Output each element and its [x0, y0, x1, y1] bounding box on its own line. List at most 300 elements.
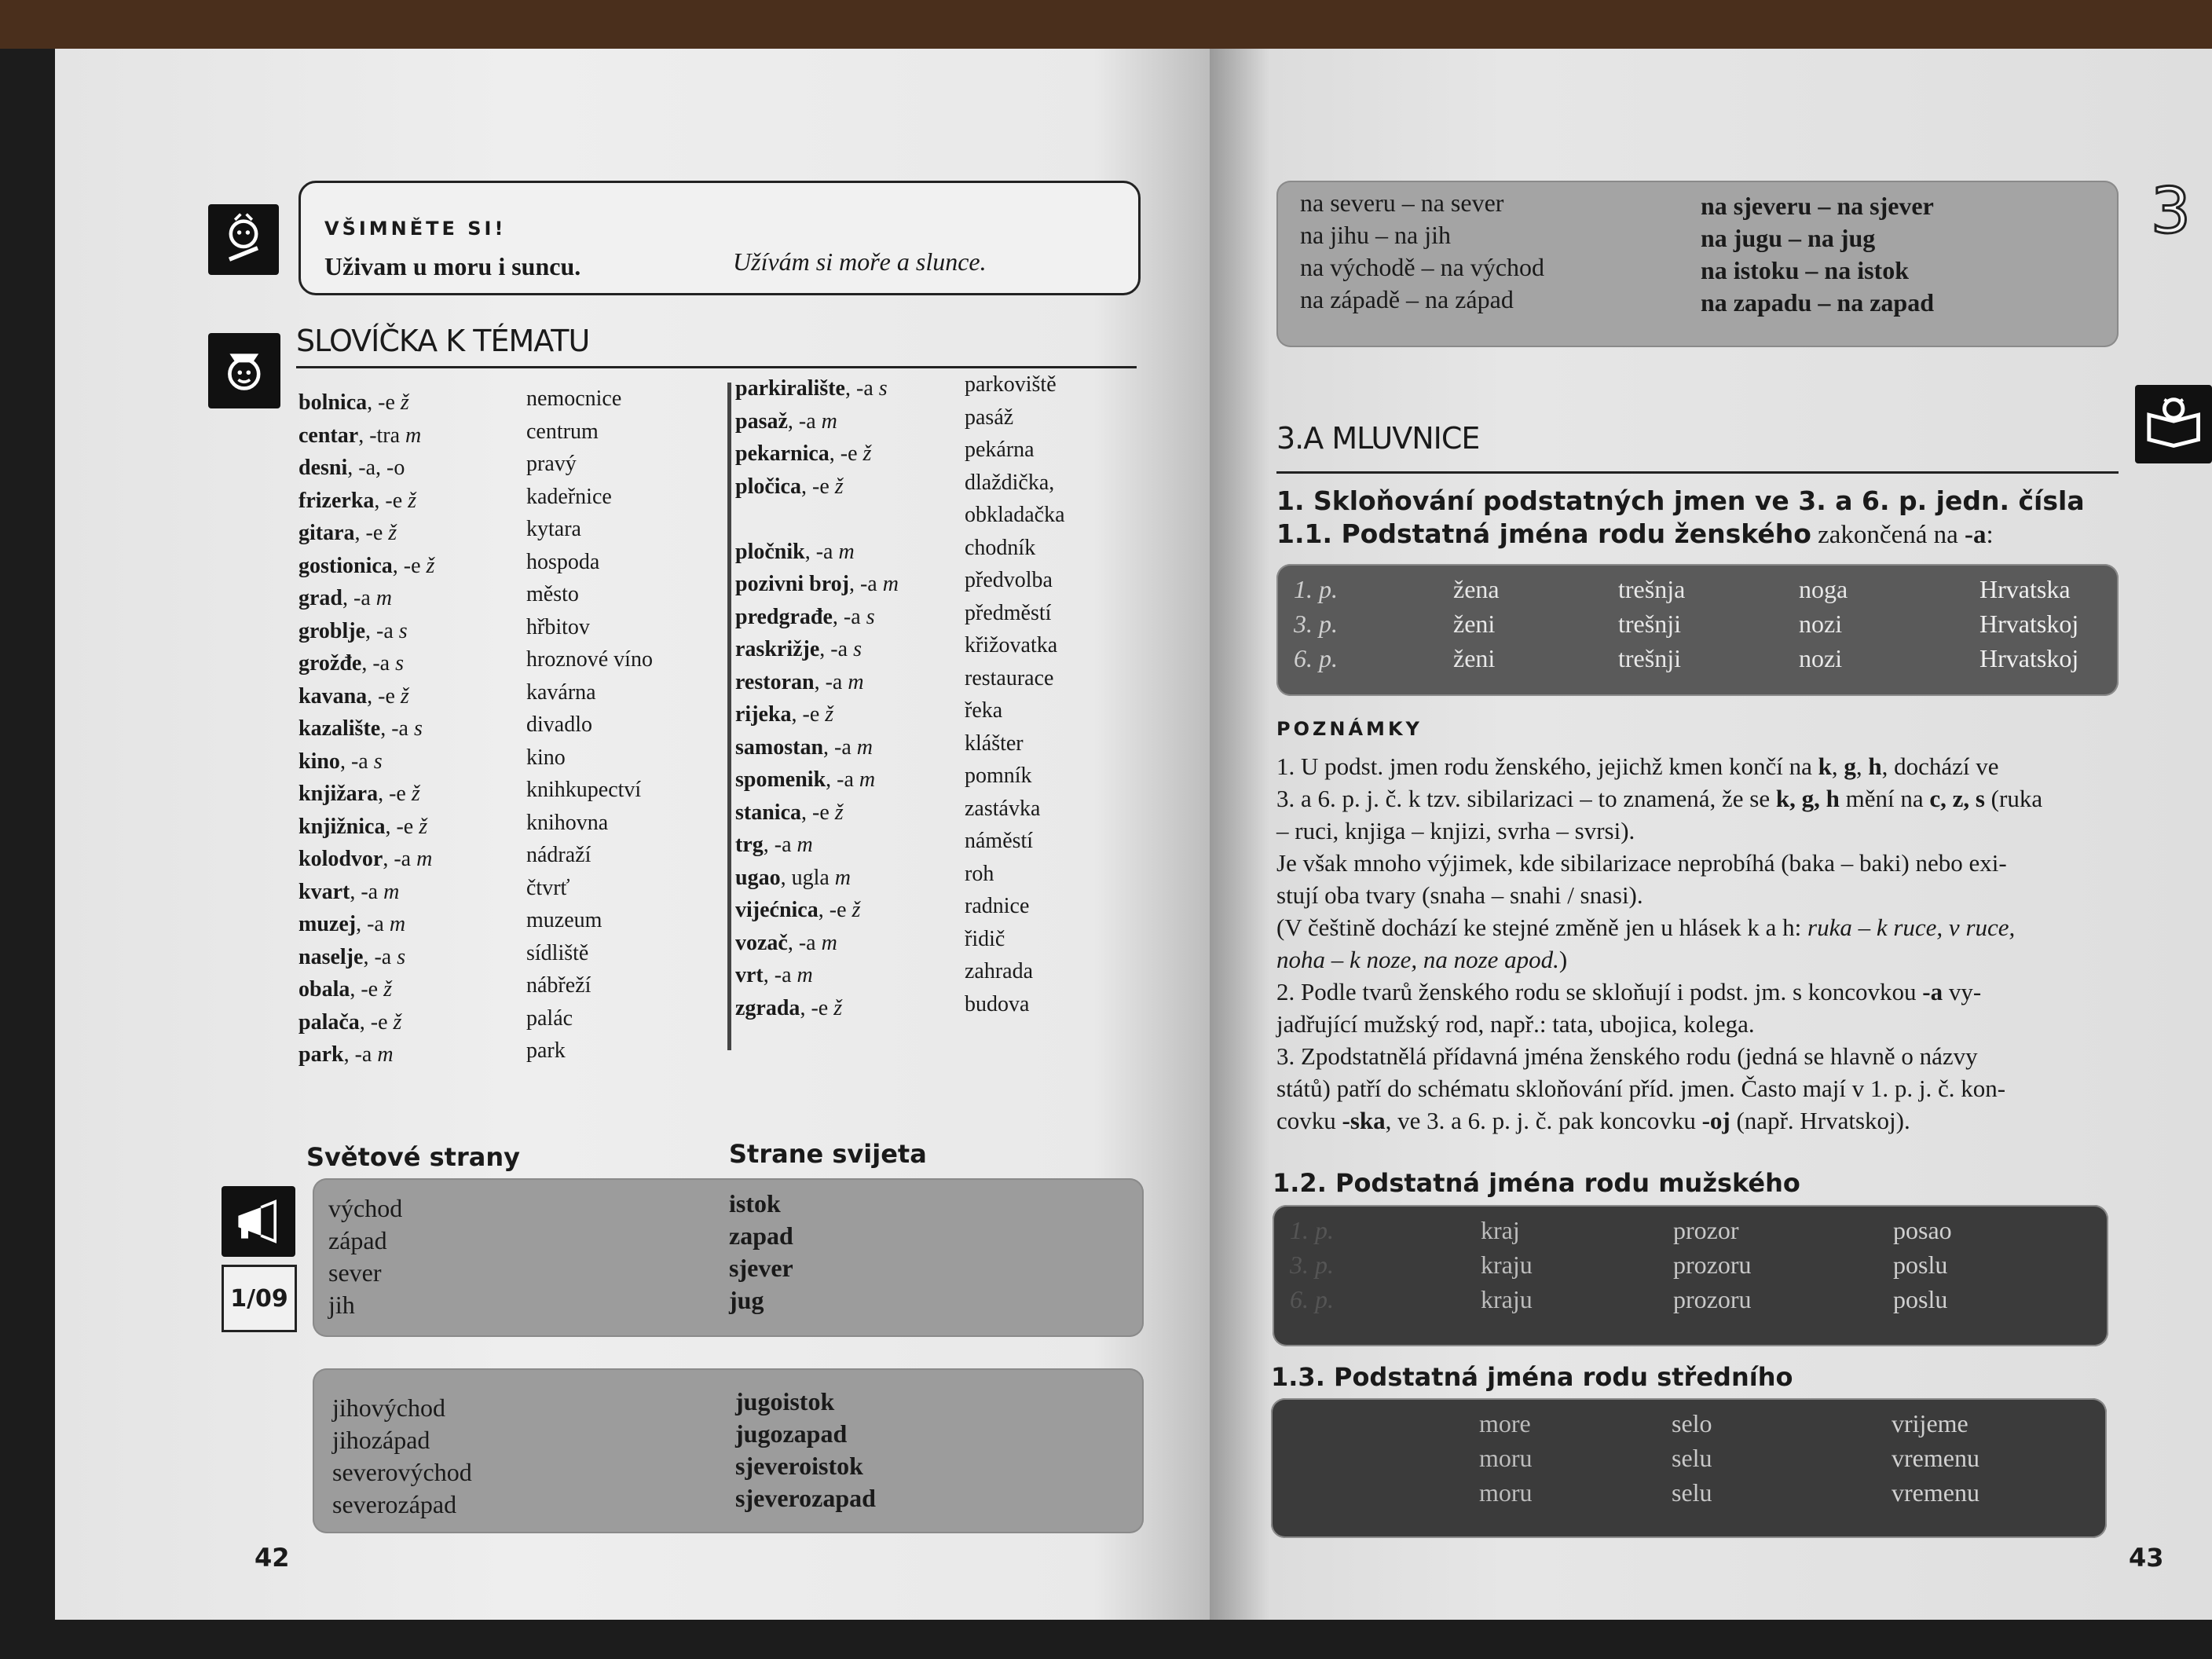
feminine-cell: Hrvatska	[1979, 575, 2071, 603]
location-croatian: na sjeveru – na sjever	[1701, 192, 1934, 220]
vocab-left-croatian-entry	[298, 485, 434, 518]
gender-marker: m	[797, 833, 813, 857]
grammar-rule	[1276, 471, 2119, 474]
gender-marker: m	[377, 1042, 394, 1067]
gender-marker: m	[834, 865, 851, 890]
intermediate-czech-list	[332, 1392, 472, 1521]
vocab-column-divider	[727, 383, 731, 1050]
croatian-word: palača	[298, 1009, 360, 1035]
croatian-word: desni	[298, 456, 348, 480]
vocab-left-croatian-entry	[298, 1006, 434, 1039]
grammar-forms: , -a	[787, 930, 822, 955]
croatian-word: restoran	[735, 669, 815, 694]
vocab-left-croatian-entry	[298, 973, 434, 1006]
masculine-cell: kraju	[1481, 1285, 1533, 1313]
vocab-left-czech-translation: kavárna	[526, 679, 596, 705]
vocab-right-croatian-entry	[735, 959, 899, 992]
location-croatian: na jugu – na jug	[1701, 224, 1876, 252]
neuter-cell: moru	[1479, 1478, 1533, 1507]
vocab-left-croatian-entry	[298, 647, 434, 680]
vocab-left-croatian-entry	[298, 386, 434, 419]
croatian-word: kavana	[298, 683, 368, 709]
chapter-number: 3	[2151, 174, 2191, 247]
notice-icon	[208, 204, 279, 275]
grammar-title: 3.A MLUVNICE	[1276, 421, 1480, 456]
neuter-cell: selo	[1672, 1409, 1712, 1437]
croatian-word: pekarnica	[735, 441, 830, 466]
croatian-word: naselje	[298, 944, 364, 969]
gender-marker: ž	[825, 702, 834, 727]
gender-marker: ž	[834, 474, 844, 499]
croatian-word: kazalište	[298, 716, 381, 741]
feminine-cell: Hrvatskoj	[1979, 610, 2079, 638]
croatian-word: gostionica	[298, 553, 393, 578]
location-croatian: na zapadu – na zapad	[1701, 288, 1934, 317]
feminine-cell: trešnji	[1618, 610, 1681, 638]
vocab-left-czech-translation: park	[526, 1038, 566, 1063]
direction-czech: západ	[328, 1226, 387, 1254]
intermediate-croatian: jugoistok	[735, 1387, 835, 1415]
grammar-forms: , -e	[374, 488, 408, 513]
vocab-right-croatian-entry	[735, 764, 899, 797]
grammar-forms: , -a	[832, 604, 866, 629]
vocab-right-croatian-entry	[735, 698, 899, 731]
croatian-word: centar	[298, 423, 359, 448]
vocab-right-czech-translation: restaurace	[965, 665, 1054, 690]
location-czech: na severu – na sever	[1300, 189, 1504, 217]
feminine-cell: ženi	[1453, 644, 1496, 672]
intermediate-czech: severozápad	[332, 1490, 457, 1518]
notice-croatian-sentence: Uživam u moru i suncu.	[324, 252, 581, 280]
masculine-cell: 6. p.	[1290, 1285, 1334, 1313]
direction-croatian: zapad	[729, 1221, 793, 1250]
neuter-cell: vremenu	[1892, 1444, 1979, 1472]
vocab-left-croatian	[298, 386, 434, 1071]
heading-declension: 1. Skloňování podstatných jmen ve 3. a 6. p. jedn. čísla	[1276, 485, 2085, 516]
gender-marker: m	[856, 734, 873, 760]
grammar-forms: , -e	[385, 814, 419, 839]
gender-marker: m	[416, 847, 433, 871]
gender-marker: ž	[388, 521, 397, 545]
vocab-left-czech-translation: divadlo	[526, 712, 592, 737]
intermediate-czech: severovýchod	[332, 1458, 472, 1486]
gender-marker: s	[395, 651, 405, 676]
notice-title: VŠIMNĚTE SI!	[324, 218, 507, 240]
grammar-forms: , -a, -o	[347, 456, 405, 480]
vocab-left-croatian-entry	[298, 615, 434, 648]
intermediate-directions-box	[313, 1368, 1144, 1533]
croatian-word: kino	[298, 749, 340, 774]
neuter-cell: vremenu	[1892, 1478, 1979, 1507]
vocab-right-czech-translation: obkladačka	[965, 503, 1065, 527]
grammar-forms: , -a	[763, 833, 797, 857]
vocab-left-croatian-entry	[298, 550, 434, 583]
grammar-forms: , -e	[818, 898, 852, 922]
intermediate-croatian: jugozapad	[735, 1419, 848, 1448]
croatian-word: spomenik	[735, 767, 826, 792]
vocab-left-czech-translation: hroznové víno	[526, 647, 653, 672]
vocab-right-czech-translation: radnice	[965, 894, 1030, 918]
audio-track-label: 1/09	[222, 1265, 297, 1332]
gender-marker: m	[848, 669, 864, 694]
left-page	[55, 49, 1210, 1620]
gender-marker: ž	[419, 814, 428, 839]
croatian-word: muzej	[298, 912, 357, 936]
gender-marker: ž	[408, 488, 417, 513]
gender-marker: m	[405, 423, 422, 448]
masculine-cell: poslu	[1893, 1251, 1948, 1279]
vocab-left-croatian-entry	[298, 941, 434, 974]
gender-marker: ž	[833, 995, 843, 1020]
notice-box	[298, 181, 1141, 295]
heading-feminine-rest: zakončená na	[1811, 521, 1965, 549]
location-czech: na jihu – na jih	[1300, 221, 1451, 249]
vocab-left-croatian-entry	[298, 419, 434, 452]
feminine-cell: 3. p.	[1294, 610, 1338, 638]
grammar-forms: , -a	[339, 749, 374, 774]
grammar-forms: , -e	[350, 977, 384, 1002]
vocab-left-croatian-entry	[298, 843, 434, 876]
grammar-forms: , -a	[848, 572, 883, 596]
vocab-right-croatian-entry	[735, 731, 899, 764]
intermediate-czech: jihovýchod	[332, 1393, 445, 1422]
grammar-forms: , -a	[823, 734, 857, 760]
croatian-word: raskrižje	[735, 637, 820, 661]
croatian-word: pločnik	[735, 539, 805, 564]
gender-marker: m	[797, 963, 813, 987]
vocab-left-czech-translation: centrum	[526, 419, 599, 444]
directions-czech-title: Světové strany	[306, 1142, 520, 1172]
vocab-left-czech-translation: palác	[526, 1005, 573, 1031]
vocab-right-czech-translation: řeka	[965, 698, 1003, 723]
vocab-right-czech-translation: křižovatka	[965, 633, 1058, 657]
croatian-word: obala	[298, 977, 350, 1002]
grammar-forms: , -e	[378, 782, 412, 806]
megaphone-icon	[222, 1186, 295, 1257]
gender-marker: m	[859, 767, 876, 792]
neuter-cell: selu	[1672, 1478, 1712, 1507]
vocab-left-czech-translation: hřbitov	[526, 614, 590, 639]
gender-marker: s	[413, 716, 423, 741]
vocab-right-czech	[965, 368, 1065, 1020]
feminine-cell: nozi	[1799, 610, 1843, 638]
location-czech-list	[1300, 187, 1544, 316]
grammar-forms: , -a	[763, 963, 797, 987]
grammar-forms: , -a	[361, 651, 396, 676]
croatian-word: samostan	[735, 734, 824, 760]
grammar-forms: , -e	[800, 995, 834, 1020]
vocab-left-croatian-entry	[298, 680, 434, 713]
intermediate-croatian-list	[735, 1386, 876, 1514]
feminine-cell: ženi	[1453, 610, 1496, 638]
croatian-word: park	[298, 1042, 344, 1067]
vocab-right-czech-translation: pomník	[965, 764, 1032, 788]
vocab-right-croatian-entry	[735, 536, 899, 569]
vocab-right-croatian-entry	[735, 992, 899, 1025]
grammar-forms: , -a	[363, 944, 397, 969]
croatian-word: pločica	[735, 474, 801, 499]
gender-marker: m	[821, 408, 837, 434]
vocab-left-czech-translation: město	[526, 582, 579, 606]
gender-marker: ž	[393, 1009, 402, 1035]
vocab-right-czech-translation: pekárna	[965, 438, 1035, 462]
croatian-word: frizerka	[298, 488, 375, 513]
feminine-cell: noga	[1799, 575, 1848, 603]
vocab-left-czech-translation: kadeřnice	[526, 484, 612, 509]
croatian-word: trg	[735, 833, 764, 857]
croatian-word: rijeka	[735, 702, 792, 727]
vocab-left-czech-translation: kytara	[526, 517, 581, 541]
croatian-word: predgrađe	[735, 604, 833, 629]
intermediate-croatian: sjeverozapad	[735, 1484, 876, 1512]
gender-marker: ž	[411, 782, 420, 806]
notice-czech-sentence: Užívám si moře a slunce.	[733, 247, 987, 276]
vocab-left-croatian-entry	[298, 745, 434, 778]
grammar-forms: , -a	[380, 716, 414, 741]
grammar-forms: , -e	[359, 1009, 394, 1035]
masculine-cell: posao	[1893, 1216, 1952, 1244]
vocab-right-croatian	[735, 372, 899, 1024]
neuter-cell: moru	[1479, 1444, 1533, 1472]
grammar-forms: , -a	[826, 767, 859, 792]
masculine-cell: kraj	[1481, 1216, 1520, 1244]
grammar-forms: , -e	[801, 800, 835, 825]
croatian-word: kolodvor	[298, 847, 383, 871]
vocab-left-czech-translation: sídliště	[526, 940, 589, 965]
heading-neuter: 1.3. Podstatná jména rodu středního	[1271, 1362, 1793, 1392]
masculine-table	[1273, 1205, 2108, 1346]
heading-feminine-bold: 1.1. Podstatná jména rodu ženského	[1276, 518, 1811, 549]
vocab-right-czech-translation: budova	[965, 991, 1030, 1016]
masculine-cell: kraju	[1481, 1251, 1533, 1279]
grammar-forms: , -a	[804, 539, 839, 564]
vocab-left-czech-translation: nábřeží	[526, 973, 591, 998]
gender-marker: m	[821, 930, 837, 955]
intermediate-croatian: sjeveroistok	[735, 1452, 863, 1480]
feminine-cell: trešnja	[1618, 575, 1686, 603]
croatian-word: parkiralište	[735, 376, 845, 401]
direction-czech: jih	[328, 1291, 355, 1319]
vocab-left-croatian-entry	[298, 778, 434, 811]
vocab-left-croatian-entry	[298, 908, 434, 941]
grammar-forms: , -a	[356, 912, 390, 936]
grammar-forms: , -a	[787, 408, 822, 434]
gender-marker: m	[882, 572, 899, 596]
grammar-forms: , -a	[365, 618, 399, 643]
vocab-right-czech-translation: předvolba	[965, 568, 1053, 592]
gender-marker: s	[397, 944, 406, 969]
masculine-cell: prozor	[1673, 1216, 1739, 1244]
vocab-left-czech	[526, 383, 653, 1068]
location-phrases-box	[1276, 181, 2119, 347]
masculine-cell: prozoru	[1673, 1251, 1752, 1279]
notes-title: POZNÁMKY	[1276, 718, 1423, 740]
vocab-left-croatian-entry	[298, 712, 434, 745]
vocab-left-croatian-entry	[298, 811, 434, 844]
masculine-cell: 3. p.	[1290, 1251, 1334, 1279]
gender-marker: s	[853, 637, 862, 661]
croatian-word: knjižnica	[298, 814, 386, 839]
croatian-word: grad	[298, 586, 342, 610]
croatian-word: bolnica	[298, 390, 368, 415]
vocab-right-czech-translation: chodník	[965, 535, 1036, 560]
croatian-word: groblje	[298, 618, 366, 643]
vocab-left-czech-translation: nádraží	[526, 843, 591, 867]
grammar-forms: , -e	[367, 390, 401, 415]
vocab-right-czech-translation: zahrada	[965, 959, 1034, 983]
vocab-right-croatian-entry	[735, 633, 899, 666]
vocab-right-croatian-entry	[735, 471, 899, 504]
grammar-forms: , -a	[350, 879, 384, 904]
vocab-left-croatian-entry	[298, 452, 434, 485]
vocab-right-croatian-entry	[735, 568, 899, 601]
gender-marker: ž	[862, 441, 872, 466]
direction-czech: východ	[328, 1194, 403, 1222]
gender-marker: ž	[383, 977, 393, 1002]
vocab-right-croatian-entry	[735, 894, 899, 927]
vocab-right-czech-translation: řidič	[965, 926, 1005, 951]
heading-masculine: 1.2. Podstatná jména rodu mužského	[1273, 1168, 1800, 1198]
feminine-cell: 1. p.	[1294, 575, 1338, 603]
gender-marker: s	[866, 604, 875, 629]
vocab-left-czech-translation: hospoda	[526, 549, 600, 574]
gender-marker: ž	[400, 390, 409, 415]
heading-feminine-ending: -a	[1965, 521, 1987, 549]
vocab-left-croatian-entry	[298, 517, 434, 550]
directions-croatian-title: Strane svijeta	[729, 1139, 927, 1169]
heading-feminine: 1.1. Podstatná jména rodu ženského zakončená na -a:	[1276, 518, 1994, 549]
direction-croatian: jug	[729, 1286, 764, 1314]
grammar-forms: , -a	[814, 669, 848, 694]
croatian-word: vrt	[735, 963, 764, 987]
grammar-forms: , -a	[383, 847, 417, 871]
croatian-word: zgrada	[735, 995, 800, 1020]
vocab-right-croatian-entry	[735, 438, 899, 471]
vocab-right-czech-translation: dlaždička,	[965, 470, 1055, 495]
gender-marker: ž	[400, 683, 409, 709]
location-czech: na východě – na východ	[1300, 253, 1545, 281]
grammar-forms: , -e	[829, 441, 863, 466]
vocab-left-czech-translation: kino	[526, 745, 566, 770]
croatian-word: pasaž	[735, 408, 788, 434]
croatian-word: vijećnica	[735, 898, 819, 922]
vocab-right-croatian-entry	[735, 927, 899, 960]
vocab-right-czech-translation: klášter	[965, 731, 1024, 756]
vocab-right-czech-translation: pasáž	[965, 405, 1014, 430]
grammar-forms: , -a	[819, 637, 854, 661]
croatian-word: kvart	[298, 879, 350, 904]
vocab-right-croatian-entry	[735, 666, 899, 699]
feminine-cell: Hrvatskoj	[1979, 644, 2079, 672]
neuter-cell: more	[1479, 1409, 1531, 1437]
gender-marker: m	[383, 879, 400, 904]
page-number-left: 42	[255, 1543, 290, 1573]
masculine-cell: 1. p.	[1290, 1216, 1334, 1244]
feminine-cell: trešnji	[1618, 644, 1681, 672]
vocab-left-czech-translation: knihkupectví	[526, 778, 642, 802]
vocab-right-croatian-entry	[735, 405, 899, 438]
gender-marker: s	[878, 376, 888, 401]
vocab-right-croatian-entry	[735, 862, 899, 895]
neuter-cell: selu	[1672, 1444, 1712, 1472]
gender-marker: ž	[426, 553, 435, 578]
gender-marker: s	[398, 618, 408, 643]
vocab-right-czech-translation: parkoviště	[965, 372, 1057, 397]
feminine-cell: 6. p.	[1294, 644, 1338, 672]
vocab-right-croatian-entry	[735, 797, 899, 830]
vocab-right-czech-translation: náměstí	[965, 829, 1034, 853]
vocab-left-czech-translation: čtvrť	[526, 875, 570, 900]
masculine-cell: poslu	[1893, 1285, 1948, 1313]
vocab-right-croatian-entry	[735, 372, 899, 405]
croatian-word: vozač	[735, 930, 788, 955]
gender-marker: m	[389, 912, 406, 936]
croatian-word: gitara	[298, 521, 355, 545]
vocab-left-croatian-entry	[298, 876, 434, 909]
gender-marker: ž	[834, 800, 844, 825]
gender-marker: ž	[851, 898, 861, 922]
gender-marker: s	[373, 749, 383, 774]
feminine-cell: nozi	[1799, 644, 1843, 672]
location-croatian-list	[1701, 190, 1934, 319]
neuter-cell: vrijeme	[1892, 1409, 1968, 1437]
gender-marker: m	[375, 586, 392, 610]
vocab-left-czech-translation: muzeum	[526, 908, 602, 932]
vocabulary-icon	[208, 333, 280, 408]
page-number-right: 43	[2129, 1543, 2164, 1573]
vocab-left-czech-translation: nemocnice	[526, 386, 622, 411]
direction-croatian: istok	[729, 1189, 781, 1218]
gender-marker: m	[838, 539, 855, 564]
grammar-forms: , -e	[367, 683, 401, 709]
grammar-forms: , -a	[845, 376, 879, 401]
vocab-left-czech-translation: knihovna	[526, 810, 609, 835]
grammar-forms: , -tra	[358, 423, 406, 448]
croatian-word: knjižara	[298, 782, 379, 806]
grammar-forms: , -a	[342, 586, 376, 610]
direction-czech: sever	[328, 1258, 382, 1287]
location-czech: na západě – na západ	[1300, 285, 1514, 313]
vocab-right-croatian-entry	[735, 829, 899, 862]
intermediate-czech: jihozápad	[332, 1426, 430, 1454]
vocab-right-czech-translation: zastávka	[965, 796, 1041, 821]
right-page	[1210, 49, 2212, 1620]
grammar-icon	[2135, 385, 2212, 463]
feminine-table	[1276, 564, 2119, 696]
feminine-cell: žena	[1453, 575, 1500, 603]
main-directions-box	[313, 1178, 1144, 1337]
vocab-right-czech-translation: roh	[965, 861, 994, 886]
location-croatian: na istoku – na istok	[1701, 256, 1909, 284]
masculine-cell: prozoru	[1673, 1285, 1752, 1313]
vocab-right-czech-translation: předměstí	[965, 600, 1052, 625]
book-spread	[0, 49, 2212, 1659]
vocabulary-title: SLOVÍČKA K TÉMATU	[296, 324, 590, 358]
vocab-right-croatian-entry	[735, 601, 899, 634]
croatian-word: pozivni broj	[735, 572, 849, 596]
croatian-word: ugao	[735, 865, 781, 890]
croatian-word: stanica	[735, 800, 801, 825]
croatian-word: grožđe	[298, 651, 362, 676]
directions-croatian-list	[729, 1188, 793, 1317]
grammar-forms: , -a	[343, 1042, 378, 1067]
grammar-forms: , -e	[354, 521, 389, 545]
notes-text: 1. U podst. jmen rodu ženského, jejichž kmen končí na k, g, h, dochází ve 3. a 6. p. j. č. k tzv. sibilarizaci – to znamená, že se k, g, h mění na c, z, s (ruka – ruci, knjiga – knjizi, svrha – svrsi). Je však mnoho výjimek, kde sibilarizace neprobíhá (baka – baki) nebo exi- stují oba tvary (snaha – snahi / snasi). (V češtině dochází ke stejné změně jen u hlásek k a h: ruka – k ruce, v ruce, noha – k noze, na noze apod.) 2. Podle tvarů ženského rodu se skloňují i podst. jm. s koncovkou -a vy- jadřující mužský rod, např.: tata, ubojica, kolega. 3. Zpodstatnělá přídavná jména ženského rodu (jedná se hlavně o názvy států) patří do schématu skloňování příd. jmen. Často mají v 1. p. j. č. kon- covku -ska, ve 3. a 6. p. j. č. pak koncovku -oj (např. Hrvatskoj).	[1276, 753, 2043, 1134]
vocab-left-croatian-entry	[298, 582, 434, 615]
directions-czech-list	[328, 1192, 402, 1321]
grammar-forms: , -e	[392, 553, 427, 578]
neuter-table	[1271, 1398, 2107, 1538]
